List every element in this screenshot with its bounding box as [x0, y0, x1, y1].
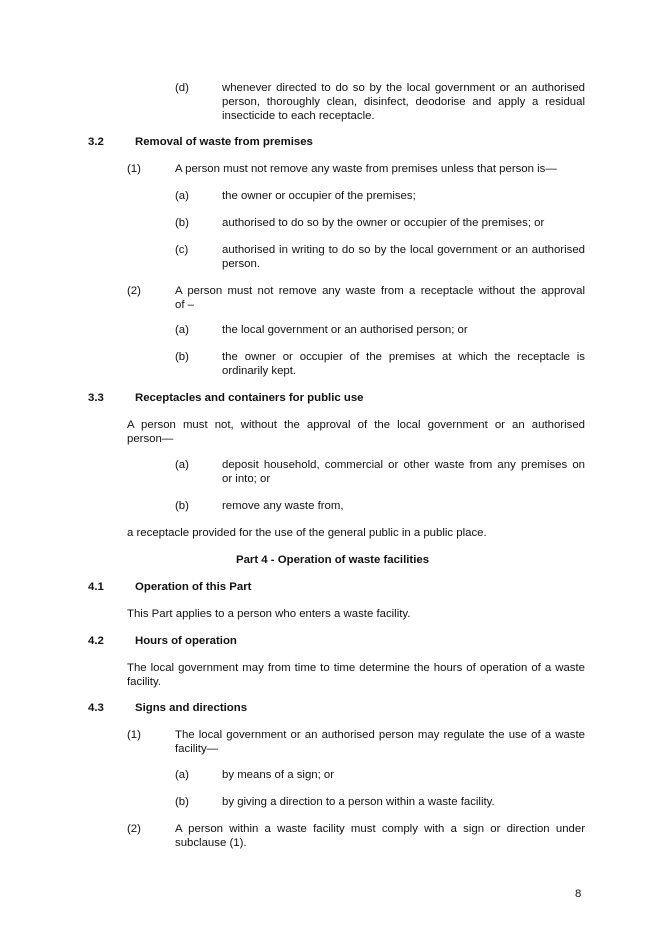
- item-d-line-3: insecticide to each receptacle.: [222, 110, 375, 122]
- s32-c-line-1: authorised in writing to do so by the local government or an authorised: [222, 244, 585, 256]
- s43-a-text: by means of a sign; or: [222, 769, 335, 781]
- s33-a-line-1: deposit household, commercial or other waste from any premises on: [222, 459, 585, 471]
- s43-p1-line-1: The local government or an authorised person may regulate the use of a waste: [175, 729, 585, 741]
- section-4-1-number: 4.1: [88, 581, 104, 593]
- s33-b-label: (b): [175, 500, 189, 512]
- s32-b-label: (b): [175, 217, 189, 229]
- section-4-3-title: Signs and directions: [135, 702, 248, 714]
- section-3-2-title: Removal of waste from premises: [135, 136, 313, 148]
- s32-p2-label: (2): [127, 285, 141, 297]
- section-4-2-number: 4.2: [88, 635, 104, 647]
- s33-closing: a receptacle provided for the use of the general public in a public place.: [127, 527, 487, 539]
- item-d-line-2: person, thoroughly clean, disinfect, deodorise and apply a residual: [222, 96, 585, 108]
- page-number: 8: [575, 888, 582, 900]
- s33-intro-line-1: A person must not, without the approval of the local government or an authorised: [127, 419, 585, 431]
- section-3-2-number: 3.2: [88, 136, 104, 148]
- s33-b-text: remove any waste from,: [222, 500, 344, 512]
- s43-a-label: (a): [175, 769, 189, 781]
- section-3-3-title: Receptacles and containers for public use: [135, 392, 364, 404]
- section-4-3-number: 4.3: [88, 702, 104, 714]
- section-3-3-number: 3.3: [88, 392, 104, 404]
- s43-p1-label: (1): [127, 729, 141, 741]
- s32-p2b-line-2: ordinarily kept.: [222, 365, 297, 377]
- s32-p2b-line-1: the owner or occupier of the premises at which the receptacle is: [222, 351, 585, 363]
- s33-a-line-2: or into; or: [222, 473, 271, 485]
- s42-line-1: The local government may from time to time determine the hours of operation of a waste: [127, 662, 585, 674]
- item-d-label: (d): [175, 82, 189, 94]
- s32-b-text: authorised to do so by the owner or occupier of the premises; or: [222, 217, 545, 229]
- s32-p2a-text: the local government or an authorised person; or: [222, 324, 468, 336]
- s43-p2-line-1: A person within a waste facility must comply with a sign or direction under: [175, 823, 585, 835]
- s32-p2a-label: (a): [175, 324, 189, 336]
- s32-p2-line-2: of –: [175, 299, 194, 311]
- s41-text: This Part applies to a person who enters a waste facility.: [127, 608, 411, 620]
- s32-p2-line-1: A person must not remove any waste from a receptacle without the approval: [175, 285, 585, 297]
- s43-p1-line-2: facility—: [175, 743, 219, 755]
- s32-p1-label: (1): [127, 163, 141, 175]
- part-4-heading: Part 4 - Operation of waste facilities: [235, 554, 430, 566]
- s32-a-label: (a): [175, 190, 189, 202]
- s33-intro-line-2: person—: [127, 433, 174, 445]
- section-4-1-title: Operation of this Part: [135, 581, 252, 593]
- s32-p1-text: A person must not remove any waste from premises unless that person is—: [175, 163, 557, 175]
- s43-b-label: (b): [175, 796, 189, 808]
- s43-p2-line-2: subclause (1).: [175, 837, 247, 849]
- s32-p2b-label: (b): [175, 351, 189, 363]
- item-d-line-1: whenever directed to do so by the local government or an authorised: [222, 82, 585, 94]
- s42-line-2: facility.: [127, 676, 161, 688]
- s43-b-text: by giving a direction to a person within a waste facility.: [222, 796, 495, 808]
- s32-c-label: (c): [175, 244, 189, 256]
- s32-c-line-2: person.: [222, 258, 260, 270]
- s32-a-text: the owner or occupier of the premises;: [222, 190, 416, 202]
- s43-p2-label: (2): [127, 823, 141, 835]
- s33-a-label: (a): [175, 459, 189, 471]
- section-4-2-title: Hours of operation: [135, 635, 237, 647]
